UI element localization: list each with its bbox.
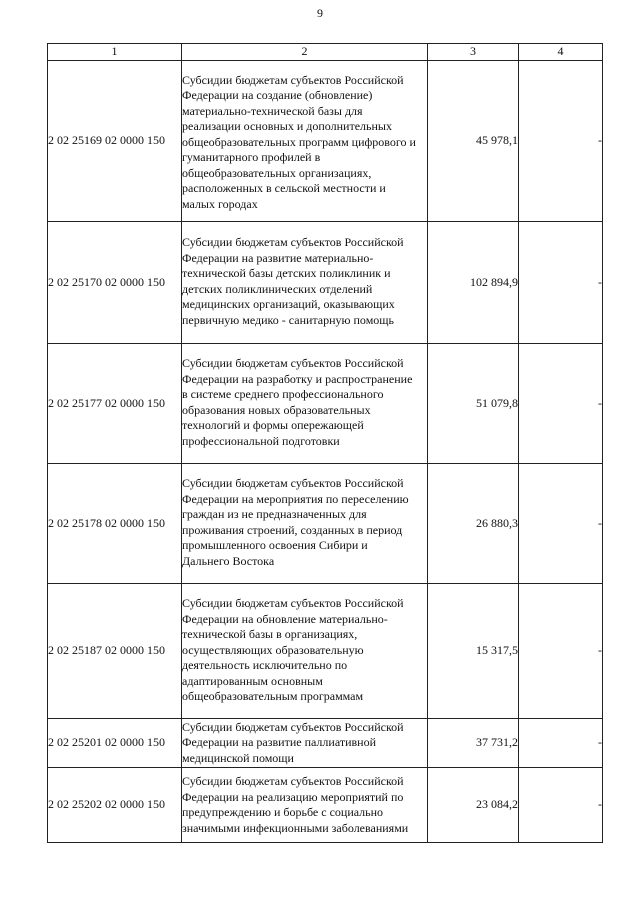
description-line: Федерации на создание (обновление) — [182, 88, 373, 102]
budget-table — [47, 43, 603, 843]
description-line: Субсидии бюджетам субъектов Российской — [182, 356, 404, 370]
description-line: первичную медико - санитарную помощь — [182, 312, 395, 327]
description-line: Субсидии бюджетам субъектов Российской — [182, 596, 404, 610]
table-row — [48, 222, 603, 344]
description-line: Федерации на реализацию мероприятий по — [182, 789, 404, 804]
column-header-2: 2 — [182, 44, 428, 61]
table-row — [48, 718, 603, 768]
table-row — [48, 344, 603, 464]
description-line: материально-технической базы для — [182, 103, 363, 118]
amount-cell: 45 978,1 — [428, 60, 519, 222]
description-cell — [182, 768, 428, 843]
description-line: реализации основных и дополнительных — [182, 119, 392, 133]
budget-code-cell: 2 02 25177 02 0000 150 — [48, 344, 182, 464]
column-header-3: 3 — [428, 44, 519, 61]
budget-code-cell: 2 02 25169 02 0000 150 — [48, 60, 182, 222]
description-line: Субсидии бюджетам субъектов Российской — [182, 235, 404, 249]
table-row — [48, 768, 603, 843]
amount-cell: 26 880,3 — [428, 464, 519, 584]
table-header-row — [48, 44, 603, 61]
description-line: образования новых образовательных — [182, 402, 371, 417]
description-cell — [182, 464, 428, 584]
description-line: технологий и формы опережающей — [182, 418, 364, 432]
description-line: в системе среднего профессионального — [182, 387, 384, 401]
description-line: деятельность исключительно по — [182, 658, 348, 672]
description-line: Федерации на развитие материально- — [182, 250, 374, 265]
description-line: Субсидии бюджетам субъектов Российской — [182, 72, 404, 87]
budget-code-cell: 2 02 25170 02 0000 150 — [48, 222, 182, 344]
description-line: общеобразовательным программам — [182, 689, 364, 703]
page-number: 9 — [317, 6, 323, 20]
description-line: расположенных в сельской местности и — [182, 181, 386, 195]
column-4-cell: - — [519, 464, 603, 584]
table-row — [48, 60, 603, 222]
description-line: технической базы детских поликлиник и — [182, 266, 391, 280]
description-line: технической базы в организациях, — [182, 627, 358, 641]
column-header-1: 1 — [48, 44, 182, 61]
description-cell — [182, 344, 428, 464]
description-line: малых городах — [182, 196, 258, 211]
description-line: осуществляющих образовательную — [182, 642, 364, 657]
description-line: граждан из не предназначенных для — [182, 507, 367, 521]
table-row — [48, 584, 603, 719]
description-line: промышленного освоения Сибири и — [182, 538, 368, 552]
description-line: проживания строений, созданных в период — [182, 522, 403, 537]
description-line: Федерации на развитие паллиативной — [182, 735, 377, 749]
description-line: детских поликлинических отделений — [182, 281, 373, 296]
amount-cell: 102 894,9 — [428, 222, 519, 344]
column-4-cell: - — [519, 584, 603, 719]
column-4-cell: - — [519, 60, 603, 222]
budget-code-cell: 2 02 25187 02 0000 150 — [48, 584, 182, 719]
column-4-cell: - — [519, 344, 603, 464]
description-line: Федерации на разработку и распространение — [182, 371, 413, 386]
budget-code-cell: 2 02 25202 02 0000 150 — [48, 768, 182, 843]
amount-cell: 23 084,2 — [428, 768, 519, 843]
column-4-cell: - — [519, 718, 603, 768]
description-line: Дальнего Востока — [182, 553, 275, 568]
column-4-cell: - — [519, 768, 603, 843]
description-line: медицинских организаций, оказывающих — [182, 297, 395, 311]
description-line: Субсидии бюджетам субъектов Российской — [182, 774, 404, 788]
budget-code-cell: 2 02 25201 02 0000 150 — [48, 718, 182, 768]
description-line: Федерации на обновление материально- — [182, 611, 388, 626]
description-line: адаптированным основным — [182, 673, 323, 688]
budget-code-cell: 2 02 25178 02 0000 150 — [48, 464, 182, 584]
amount-cell: 51 079,8 — [428, 344, 519, 464]
column-4-cell: - — [519, 222, 603, 344]
description-cell — [182, 60, 428, 222]
column-header-4: 4 — [519, 44, 603, 61]
description-line: гуманитарного профилей в — [182, 150, 321, 164]
description-line: значимыми инфекционными заболеваниями — [182, 820, 409, 835]
description-line: медицинской помощи — [182, 750, 294, 765]
description-line: Субсидии бюджетам субъектов Российской — [182, 719, 404, 734]
amount-cell: 37 731,2 — [428, 718, 519, 768]
table-body — [48, 60, 603, 843]
description-line: общеобразовательных организациях, — [182, 165, 372, 180]
description-line: Субсидии бюджетам субъектов Российской — [182, 476, 404, 490]
description-line: профессиональной подготовки — [182, 433, 340, 448]
description-line: Федерации на мероприятия по переселению — [182, 491, 409, 506]
table-row — [48, 464, 603, 584]
description-cell — [182, 718, 428, 768]
description-line: предупреждению и борьбе с социально — [182, 805, 384, 819]
description-line: общеобразовательных программ цифрового и — [182, 134, 416, 149]
amount-cell: 15 317,5 — [428, 584, 519, 719]
description-cell — [182, 222, 428, 344]
description-cell — [182, 584, 428, 719]
